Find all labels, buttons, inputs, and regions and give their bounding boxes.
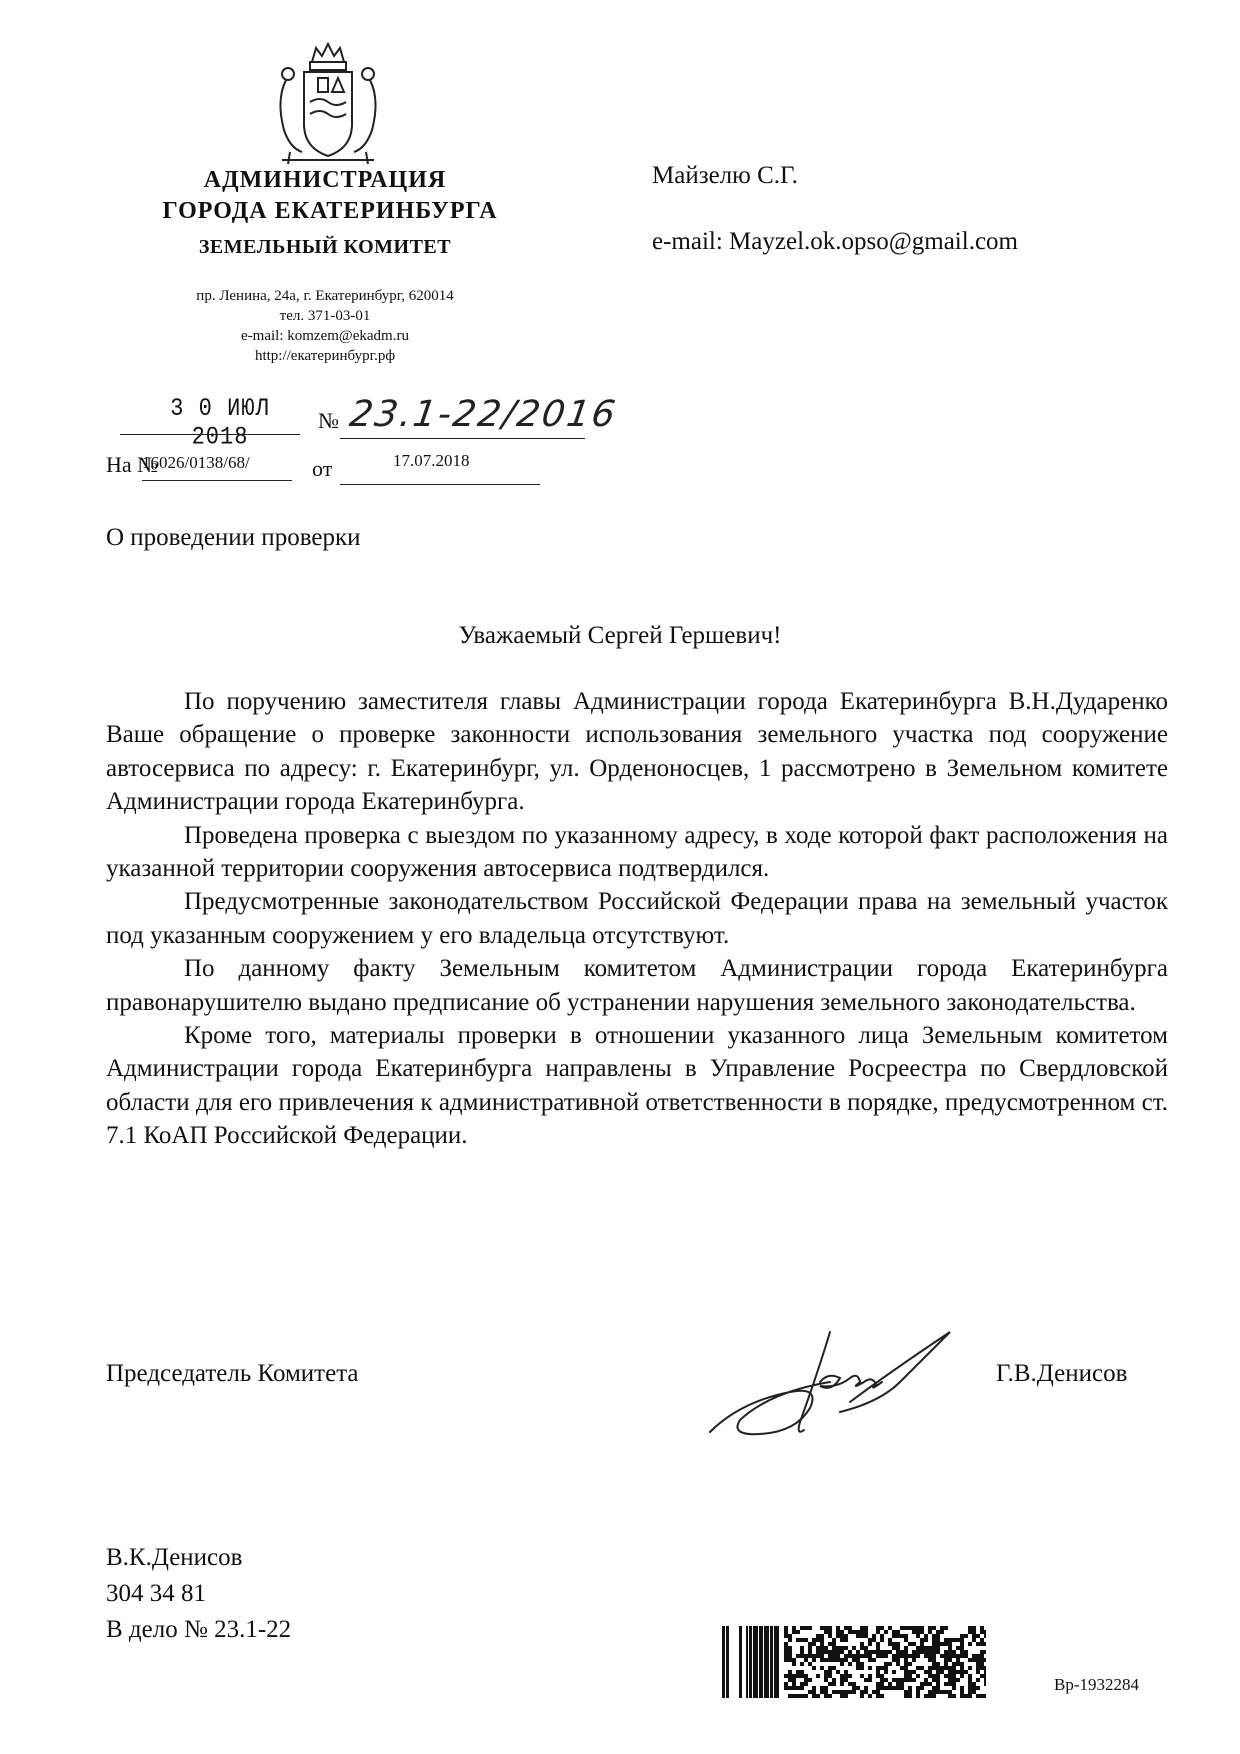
letter-subject: О проведении проверки (106, 524, 361, 551)
executor-block (106, 1540, 291, 1648)
body-paragraph: По данному факту Земельным комитетом Администрации города Екатеринбурга правонарушителю выдано предписание об устранении нарушения земельного законодательства. (106, 955, 1168, 1016)
coat-of-arms-icon (268, 40, 388, 170)
date-underline (120, 434, 300, 435)
registration-date-stamp: 3 0 ИЮЛ 2018 (170, 394, 270, 452)
org-email: e-mail: komzem@ekadm.ru (241, 328, 409, 344)
document-barcode (722, 1626, 986, 1698)
registration-number: 23.1-22/2016 (347, 394, 620, 435)
reply-to-label: На № (106, 452, 159, 477)
org-department: ЗЕМЕЛЬНЫЙ КОМИТЕТ (198, 236, 452, 258)
body-paragraph: Кроме того, материалы проверки в отношении указанного лица Земельным комитетом Администрации города Екатеринбурга направлены в Управление Росреестра по Свердловской области для его привлечения к административной ответственности в порядке, предусмотренном ст. 7.1 КоАП Российской Федерации. (106, 1022, 1168, 1150)
executor-phone: 304 34 81 (106, 1580, 206, 1607)
handwritten-signature (700, 1312, 980, 1452)
org-contacts (150, 286, 500, 366)
reply-number-underline (142, 480, 292, 481)
org-address: пр. Ленина, 24а, г. Екатеринбург, 620014 (196, 288, 454, 304)
signatory-name: Г.В.Денисов (996, 1360, 1128, 1387)
reply-to-from-label: от (312, 456, 333, 481)
number-underline (340, 438, 585, 439)
number-sign: № (318, 408, 339, 433)
recipient-email: e-mail: Mayzel.ok.opso@gmail.com (652, 228, 1018, 255)
org-name-line2: ГОРОДА ЕКАТЕРИНБУРГА (162, 198, 498, 224)
recipient-name: Майзелю С.Г. (652, 162, 798, 189)
reply-to-number: 16026/0138/68/ (142, 453, 250, 472)
body-paragraph: Предусмотренные законодательством Российской Федерации права на земельный участок под указанным сооружением у его владельца отсутствуют. (106, 888, 1168, 949)
executor-name: В.К.Денисов (106, 1544, 243, 1571)
reply-date-underline (340, 484, 540, 485)
body-paragraph: Проведена проверка с выездом по указанному адресу, в ходе которой факт расположения на указанной территории сооружения автосервиса подтвердился. (106, 821, 1168, 883)
signatory-position: Председатель Комитета (106, 1360, 359, 1387)
org-name-line1: АДМИНИСТРАЦИЯ (203, 167, 447, 193)
org-phone: тел. 371-03-01 (279, 308, 371, 324)
greeting: Уважаемый Сергей Гершевич! (458, 622, 782, 649)
barcode-number: Вр-1932284 (1054, 1675, 1139, 1694)
file-reference: В дело № 23.1-22 (106, 1616, 292, 1643)
letter-body (106, 685, 1168, 1153)
body-paragraph: По поручению заместителя главы Администрации города Екатеринбурга В.Н.Дударенко Ваше обращение о проверке законности использования земельного участка под сооружение автосервиса по адресу: г. Екатеринбург, ул. Орденоносцев, 1 рассмотрено в Земельном комитете Администрации города Екатеринбурга. (106, 688, 1168, 816)
reply-to-date: 17.07.2018 (393, 451, 470, 470)
org-website: http://екатеринбург.рф (254, 348, 396, 364)
